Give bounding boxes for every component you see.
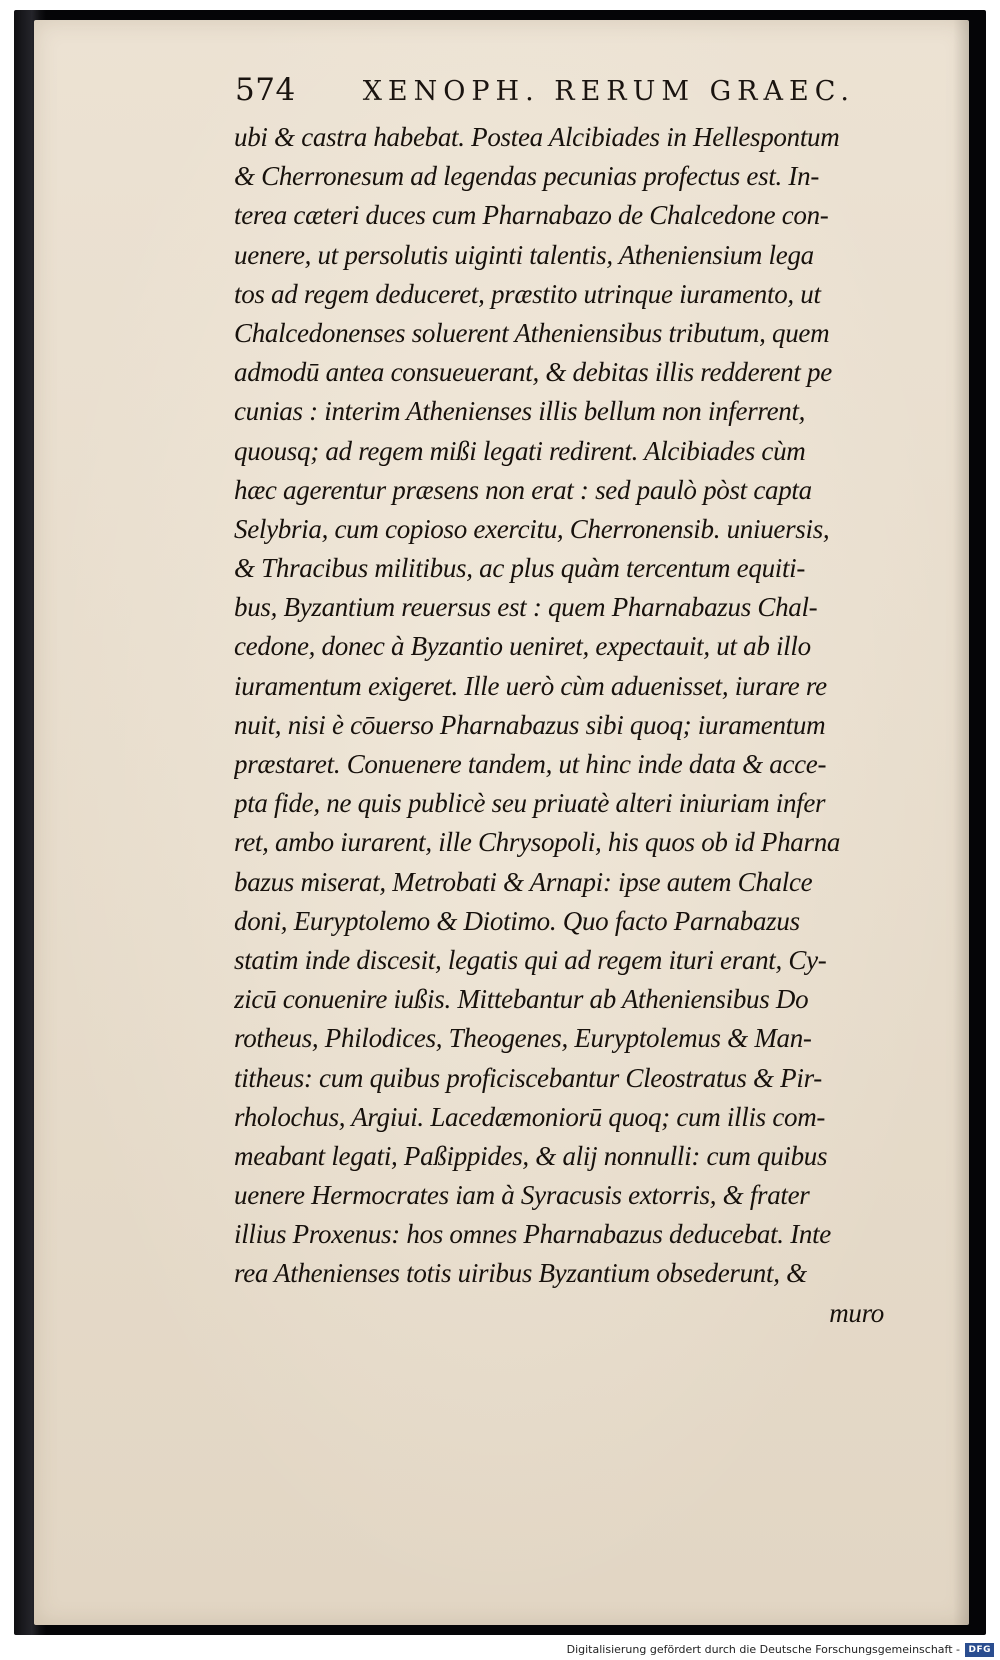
text-line: ret, ambo iurarent, ille Chrysopoli, his quos ob id Pharna xyxy=(234,827,841,858)
text-line: hæc agerentur præsens non erat : sed paulò pòst capta xyxy=(234,474,812,505)
text-line: cunias : interim Athenienses illis bellum non inferrent, xyxy=(234,396,806,427)
text-line: & Cherronesum ad legendas pecunias profectus est. In- xyxy=(234,161,820,192)
text-line: zicū conuenire iußis. Mittebantur ab Atheniensibus Do xyxy=(234,984,809,1015)
catchword: muro xyxy=(829,1297,884,1328)
text-line: ubi & castra habebat. Postea Alcibiades in Hellespontum xyxy=(234,122,840,152)
text-line: cedone, donec à Byzantio ueniret, expectauit, ut ab illo xyxy=(234,631,811,662)
text-line: Selybria, cum copioso exercitu, Cherronensib. uniuersis, xyxy=(234,513,830,544)
text-line: bazus miserat, Metrobati & Arnapi: ipse autem Chalce xyxy=(234,866,813,897)
text-line: rholochus, Argiui. Lacedæmoniorū quoq; cum illis com- xyxy=(234,1101,826,1132)
text-line: rotheus, Philodices, Theogenes, Euryptolemus & Man- xyxy=(234,1023,812,1054)
text-line: & Thracibus militibus, ac plus quàm tercentum equiti- xyxy=(234,553,806,584)
text-line: illius Proxenus: hos omnes Pharnabazus deducebat. Inte xyxy=(234,1219,831,1250)
text-line: doni, Euryptolemo & Diotimo. Quo facto Parnabazus xyxy=(234,905,800,936)
text-line: uenere, ut persolutis uiginti talentis, Atheniensium lega xyxy=(234,239,814,270)
dfg-logo-icon: DFG xyxy=(965,1643,994,1657)
text-line: pta fide, ne quis publicè seu priuatè alteri iniuriam infer xyxy=(234,788,826,819)
text-line: bus, Byzantium reuersus est : quem Pharnabazus Chal- xyxy=(234,592,818,623)
body-text xyxy=(234,118,884,1333)
text-line: præstaret. Conuenere tandem, ut hinc inde data & acce- xyxy=(234,749,827,779)
text-line: rea Athenienses totis uiribus Byzantium obsederunt, & xyxy=(234,1258,807,1289)
text-line: titheus: cum quibus proficiscebantur Cleostratus & Pir- xyxy=(234,1062,822,1093)
page-header xyxy=(235,72,855,108)
text-line: statim inde discesit, legatis qui ad regem ituri erant, Cy- xyxy=(234,944,827,975)
text-line: Chalcedonenses soluerent Atheniensibus tributum, quem xyxy=(234,317,830,348)
page-edge-shadow xyxy=(953,20,969,1625)
text-line: meabant legati, Paßippides, & alij nonnulli: cum quibus xyxy=(234,1140,828,1171)
footer-bar xyxy=(0,1638,1000,1660)
text-line: uenere Hermocrates iam à Syracusis extorris, & frater xyxy=(234,1180,810,1211)
page-number: 574 xyxy=(235,72,296,108)
text-line: nuit, nisi è cōuerso Pharnabazus sibi quoq; iuramentum xyxy=(234,709,826,740)
funding-credit: Digitalisierung gefördert durch die Deutsche Forschungsgemeinschaft - xyxy=(566,1643,960,1656)
text-line: admodū antea consueuerant, & debitas illis redderent pe xyxy=(234,357,832,388)
text-line: terea cæteri duces cum Pharnabazo de Chalcedone con- xyxy=(234,200,829,231)
text-line: tos ad regem deduceret, præstito utrinque iuramento, ut xyxy=(234,278,821,309)
running-head: XENOPH. RERUM GRAEC. xyxy=(362,76,855,107)
text-line: quousq; ad regem mißi legati redirent. Alcibiades cùm xyxy=(234,435,806,466)
text-line: iuramentum exigeret. Ille uerò cùm aduenisset, iurare re xyxy=(234,670,827,701)
